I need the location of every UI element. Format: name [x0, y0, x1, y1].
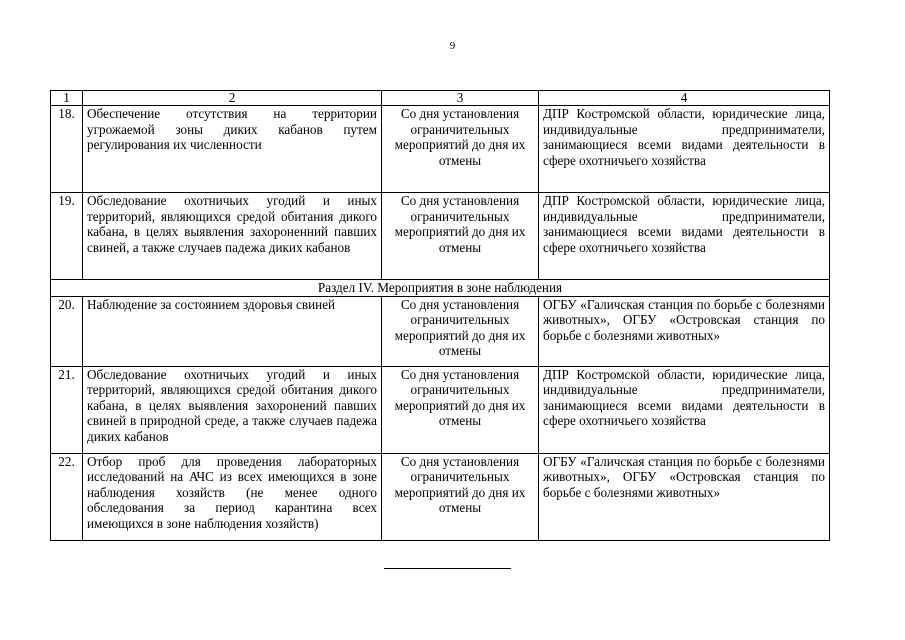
row-number: 18. [51, 106, 83, 193]
table-row [51, 296, 830, 366]
footer-divider [384, 568, 511, 569]
table-row [51, 453, 830, 540]
term-cell: Со дня установления ограничительных мероприятий до дня их отмены [382, 453, 539, 540]
page-number: 9 [449, 40, 456, 52]
column-header: 4 [539, 91, 830, 106]
responsible-cell: ДПР Костромской области, юридические лица, индивидуальные предприниматели, занимающиеся всеми видами деятельности в сфере охотничьего хозяйства [539, 106, 830, 193]
activity-cell: Отбор проб для проведения лабораторных исследований на АЧС из всех имеющихся в зоне наблюдения хозяйств (не менее одного обследования за период карантина всех имеющихся в зоне наблюдения хозяйств) [83, 453, 382, 540]
row-number: 22. [51, 453, 83, 540]
row-number: 21. [51, 366, 83, 453]
column-header: 1 [51, 91, 83, 106]
term-cell: Со дня установления ограничительных мероприятий до дня их отмены [382, 366, 539, 453]
term-cell: Со дня установления ограничительных мероприятий до дня их отмены [382, 296, 539, 366]
term-cell: Со дня установления ограничительных мероприятий до дня их отмены [382, 106, 539, 193]
activity-cell: Обеспечение отсутствия на территории угрожаемой зоны диких кабанов путем регулирования их численности [83, 106, 382, 193]
table-row [51, 193, 830, 280]
responsible-cell: ДПР Костромской области, юридические лица, индивидуальные предприниматели, занимающиеся всеми видами деятельности в сфере охотничьего хозяйства [539, 193, 830, 280]
table-row [51, 366, 830, 453]
section-title: Раздел IV. Мероприятия в зоне наблюдения [51, 280, 830, 297]
activity-cell: Обследование охотничьих угодий и иных территорий, являющихся средой обитания дикого кабана, в целях выявления захоронений павших свиней в природной среде, а также случаев падежа диких кабанов [83, 366, 382, 453]
term-cell: Со дня установления ограничительных мероприятий до дня их отмены [382, 193, 539, 280]
column-header: 2 [83, 91, 382, 106]
row-number: 20. [51, 296, 83, 366]
responsible-cell: ОГБУ «Галичская станция по борьбе с болезнями животных», ОГБУ «Островская станция по борьбе с болезнями животных» [539, 296, 830, 366]
measures-table [50, 90, 830, 541]
activity-cell: Обследование охотничьих угодий и иных территорий, являющихся средой обитания дикого кабана, в целях выявления захороненний павших свиней, а также случаев падежа диких кабанов [83, 193, 382, 280]
activity-cell: Наблюдение за состоянием здоровья свиней [83, 296, 382, 366]
column-header: 3 [382, 91, 539, 106]
table-row [51, 106, 830, 193]
table-header-row [51, 91, 830, 106]
row-number: 19. [51, 193, 83, 280]
responsible-cell: ДПР Костромской области, юридические лица, индивидуальные предприниматели, занимающиеся всеми видами деятельности в сфере охотничьего хозяйства [539, 366, 830, 453]
responsible-cell: ОГБУ «Галичская станция по борьбе с болезнями животных», ОГБУ «Островская станция по борьбе с болезнями животных» [539, 453, 830, 540]
section-row [51, 280, 830, 297]
